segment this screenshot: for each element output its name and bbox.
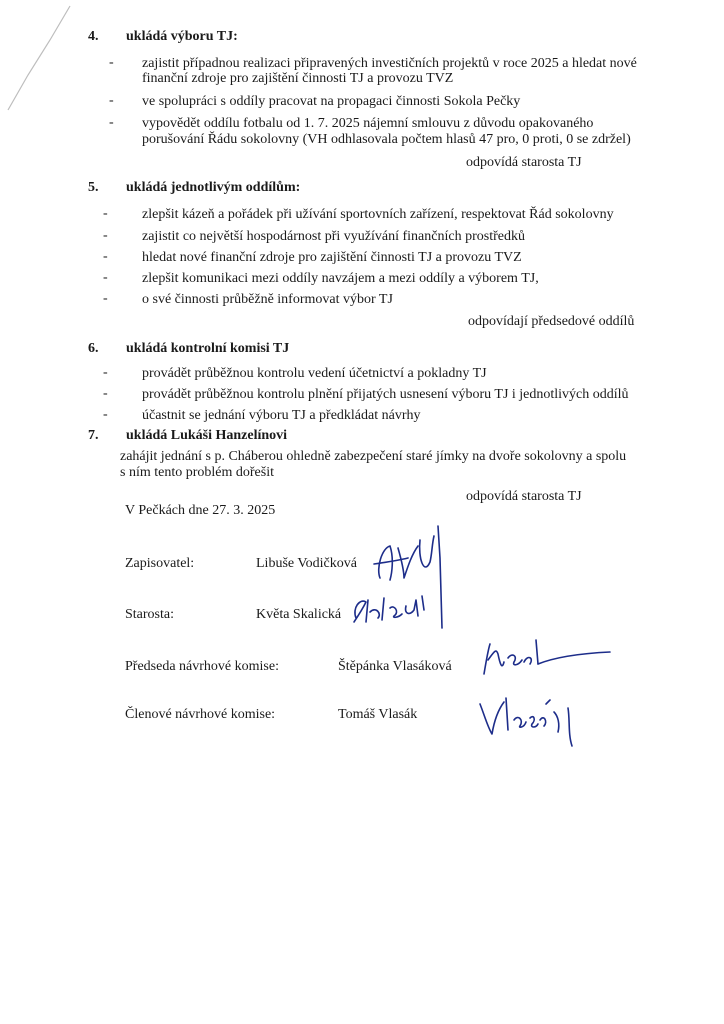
section-number: 6. bbox=[88, 341, 99, 356]
list-item-line: porušování Řádu sokolovny (VH odhlasovala počtem hlasů 47 pro, 0 proti, 0 se zdržel) bbox=[142, 132, 631, 147]
bullet-dash: - bbox=[109, 93, 114, 108]
section-number: 7. bbox=[88, 428, 99, 443]
list-item-line: provádět průběžnou kontrolu plnění přijatých usnesení výboru TJ i jednotlivých oddílů bbox=[142, 387, 629, 402]
signature-role: Zapisovatel: bbox=[125, 556, 195, 571]
list-item-line: o své činnosti průběžně informovat výbor TJ bbox=[142, 292, 393, 307]
responsible-note: odpovídá starosta TJ bbox=[466, 155, 582, 170]
list-item-line: zajistit případnou realizaci připravených investičních projektů v roce 2025 a hledat nové bbox=[142, 56, 637, 71]
responsible-note: odpovídá starosta TJ bbox=[466, 489, 582, 504]
list-item-line: zajistit co největší hospodárnost při využívání finančních prostředků bbox=[142, 229, 525, 244]
signature-name: Květa Skalická bbox=[256, 607, 342, 622]
signature-role: Předseda návrhové komise: bbox=[125, 659, 279, 674]
bullet-dash: - bbox=[103, 407, 108, 422]
list-item-line: provádět průběžnou kontrolu vedení účetnictví a pokladny TJ bbox=[142, 366, 487, 381]
list-item-line: účastnit se jednání výboru TJ a předkládat návrhy bbox=[142, 408, 421, 423]
handwritten-signature-clenove bbox=[474, 690, 594, 750]
signature-name: Štěpánka Vlasáková bbox=[338, 659, 452, 674]
list-item-line: hledat nové finanční zdroje pro zajištění činnosti TJ a provozu TVZ bbox=[142, 250, 522, 265]
section-heading: ukládá Lukáši Hanzelínovi bbox=[126, 428, 288, 443]
signature-name: Tomáš Vlasák bbox=[338, 707, 418, 722]
responsible-note: odpovídají předsedové oddílů bbox=[468, 314, 635, 329]
bullet-dash: - bbox=[103, 365, 108, 380]
bullet-dash: - bbox=[103, 206, 108, 221]
handwritten-signature-predseda bbox=[478, 634, 618, 684]
signature-role: Starosta: bbox=[125, 607, 174, 622]
section-number: 5. bbox=[88, 180, 99, 195]
list-item-line: zlepšit kázeň a pořádek při užívání sportovních zařízení, respektovat Řád sokolovny bbox=[142, 207, 614, 222]
list-item-line: ve spolupráci s oddíly pracovat na propagaci činnosti Sokola Pečky bbox=[142, 94, 521, 109]
bullet-dash: - bbox=[103, 386, 108, 401]
list-item-line: zlepšit komunikaci mezi oddíly navzájem a mezi oddíly a výborem TJ, bbox=[142, 271, 539, 286]
list-item-line: finanční zdroje pro zajištění činnosti TJ a provozu TVZ bbox=[142, 71, 454, 86]
signature-role: Členové návrhové komise: bbox=[125, 707, 276, 722]
bullet-dash: - bbox=[103, 228, 108, 243]
margin-mark bbox=[0, 0, 80, 120]
bullet-dash: - bbox=[109, 55, 114, 70]
section-heading: ukládá výboru TJ: bbox=[126, 29, 238, 44]
section-heading: ukládá jednotlivým oddílům: bbox=[126, 180, 301, 195]
signature-name: Libuše Vodičková bbox=[256, 556, 357, 571]
bullet-dash: - bbox=[109, 115, 114, 130]
body-line: s ním tento problém dořešit bbox=[120, 465, 274, 480]
bullet-dash: - bbox=[103, 291, 108, 306]
handwritten-signature-starosta bbox=[348, 588, 438, 628]
place-date: V Pečkách dne 27. 3. 2025 bbox=[125, 503, 276, 518]
bullet-dash: - bbox=[103, 270, 108, 285]
section-number: 4. bbox=[88, 29, 99, 44]
bullet-dash: - bbox=[103, 249, 108, 264]
section-heading: ukládá kontrolní komisi TJ bbox=[126, 341, 290, 356]
body-line: zahájit jednání s p. Cháberou ohledně zabezpečení staré jímky na dvoře sokolovny a spolu bbox=[120, 449, 627, 464]
list-item-line: vypovědět oddílu fotbalu od 1. 7. 2025 nájemní smlouvu z důvodu opakovaného bbox=[142, 116, 594, 131]
